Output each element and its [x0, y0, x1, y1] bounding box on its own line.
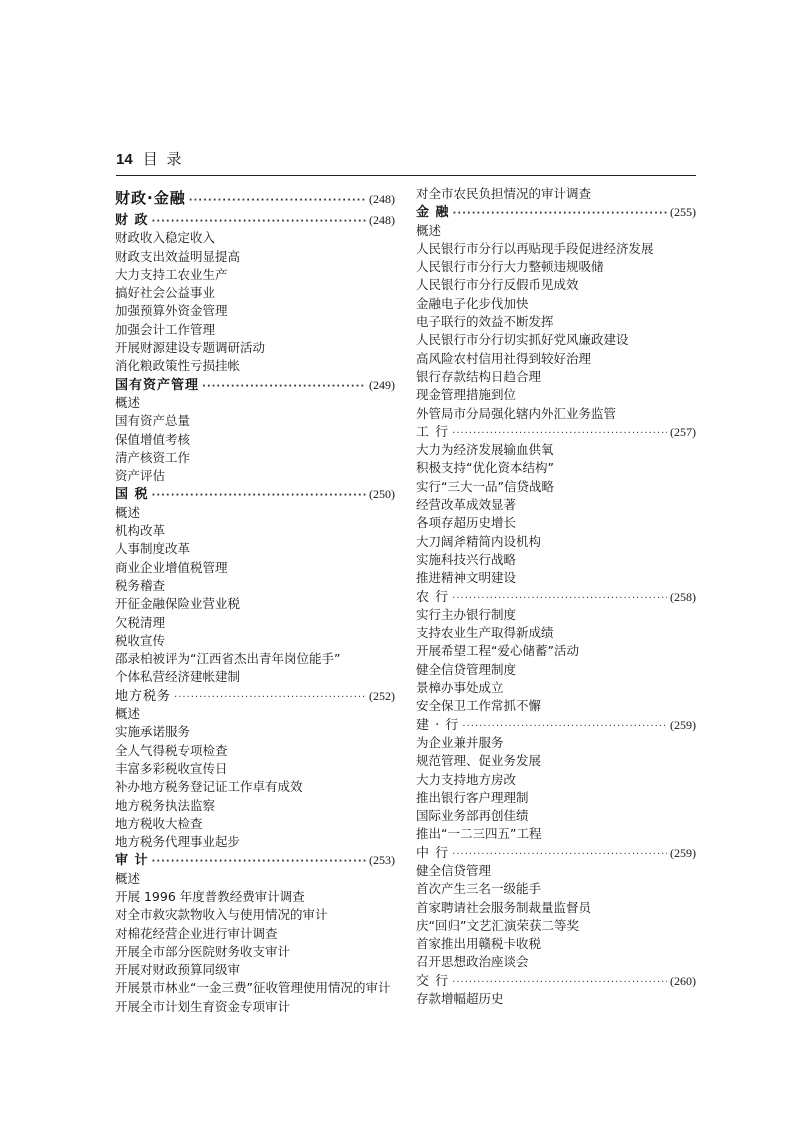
toc-section-heading — [416, 972, 696, 990]
toc-entry: 大力支持工农业生产 — [115, 266, 228, 282]
toc-entry: 保值增值考核 — [115, 431, 191, 447]
toc-section-heading — [115, 851, 395, 869]
toc-entry: 首家聘请社会服务制裁量监督员 — [416, 899, 592, 915]
toc-entry: 各项存超历史增长 — [416, 515, 517, 531]
toc-entry: 健全信贷管理 — [416, 862, 492, 878]
toc-entry: 全人气得税专项检查 — [115, 742, 228, 758]
toc-section-heading — [115, 687, 395, 705]
toc-entry: 对棉花经营企业进行审计调查 — [115, 925, 278, 941]
toc-section-heading — [115, 376, 395, 394]
dot-leader — [452, 590, 667, 606]
toc-entry: 地方税务执法监察 — [115, 797, 216, 813]
dot-leader — [452, 846, 667, 862]
toc-heading-label: 国 税 — [115, 487, 149, 503]
toc-entry: 对全市农民负担情况的审计调查 — [416, 186, 592, 201]
toc-entry: 安全保卫工作常抓不懈 — [416, 698, 542, 714]
toc-page-number: (255) — [670, 205, 696, 220]
toc-heading-label: 工 行 — [416, 424, 450, 440]
toc-heading-label: 金 融 — [416, 205, 450, 221]
toc-heading-label: 建 · 行 — [416, 717, 460, 733]
toc-entry: 现金管理措施到位 — [416, 387, 517, 403]
toc-entry: 实行主办银行制度 — [416, 606, 517, 622]
toc-entry: 开展希望工程“爱心储蓄”活动 — [416, 643, 579, 659]
toc-page-number: (259) — [670, 845, 696, 860]
toc-page-number: (253) — [369, 853, 395, 868]
toc-entry: 财政支出效益明显提高 — [115, 248, 241, 264]
toc-entry: 税收宣传 — [115, 632, 166, 648]
toc-entry: 大刀阔斧精简内设机构 — [416, 533, 542, 549]
toc-entry: 商业企业增值税管理 — [115, 559, 228, 575]
toc-entry: 国际业务部再创佳绩 — [416, 808, 529, 824]
toc-entry: 金融电子化步伐加快 — [416, 295, 529, 311]
page-title: 目 录 — [142, 150, 184, 168]
toc-entry: 银行存款结构日趋合理 — [416, 368, 542, 384]
toc-entry: 清产核资工作 — [115, 449, 191, 465]
dot-leader — [174, 689, 366, 705]
toc-section-heading — [115, 211, 395, 229]
toc-entry: 庆“回归”文艺汇演荣获二等奖 — [416, 917, 579, 933]
toc-entry: 邵录柏被评为“江西省杰出青年岗位能手” — [115, 651, 341, 667]
toc-section-heading — [416, 716, 696, 734]
toc-entry: 概述 — [115, 706, 141, 722]
toc-section-heading — [416, 844, 696, 862]
toc-page-number: (260) — [670, 973, 696, 988]
toc-page-number: (248) — [369, 192, 395, 206]
toc-heading-label: 农 行 — [416, 589, 450, 605]
toc-entry: 大力支持地方房改 — [416, 771, 517, 787]
toc-entry: 概述 — [115, 870, 141, 886]
toc-entry: 存款增幅超历史 — [416, 991, 504, 1007]
toc-entry: 召开思想政治座谈会 — [416, 954, 529, 970]
toc-entry: 人事制度改革 — [115, 541, 191, 557]
toc-entry: 健全信贷管理制度 — [416, 661, 517, 677]
header-rule — [116, 175, 696, 176]
toc-entry: 推进精神文明建设 — [416, 570, 517, 586]
toc-right-column — [416, 185, 696, 1008]
toc-entry: 开展全市计划生育资金专项审计 — [115, 998, 291, 1014]
toc-entry: 经营改革成效显著 — [416, 497, 517, 513]
toc-entry: 实施科技兴行战略 — [416, 551, 517, 567]
toc-entry: 机构改革 — [115, 523, 166, 539]
toc-entry: 消化粮政策性亏损挂帐 — [115, 358, 241, 374]
toc-entry: 外管局市分局强化辖内外汇业务监管 — [416, 405, 617, 421]
toc-entry: 实施承诺服务 — [115, 724, 191, 740]
toc-heading-label: 财政·金融 — [115, 189, 186, 207]
toc-entry: 规范管理、促业务发展 — [416, 753, 542, 769]
toc-page-number: (249) — [369, 377, 395, 392]
toc-entry: 概述 — [115, 394, 141, 410]
toc-entry: 财政收入稳定收入 — [115, 230, 216, 246]
toc-left-column — [115, 185, 395, 1016]
running-header — [116, 148, 183, 169]
toc-entry: 对全市救灾款物收入与使用情况的审计 — [115, 907, 328, 923]
toc-entry: 人民银行市分行以再贴现手段促进经济发展 — [416, 240, 654, 256]
toc-entry: 首次产生三名一级能手 — [416, 881, 542, 897]
dot-leader — [452, 974, 667, 990]
page-number: 14 — [116, 151, 133, 168]
toc-entry: 地方税收大检查 — [115, 815, 203, 831]
toc-entry: 人民银行市分行大力整顿违规吸储 — [416, 259, 604, 275]
dot-leader — [453, 205, 667, 221]
toc-section-heading — [416, 423, 696, 441]
toc-entry: 开展景市林业“一金三费”征收管理使用情况的审计 — [115, 980, 391, 996]
toc-page-number: (257) — [670, 424, 696, 439]
toc-entry: 开展全市部分医院财务收支审计 — [115, 943, 291, 959]
dot-leader — [462, 718, 667, 734]
toc-heading-label: 审 计 — [115, 853, 149, 869]
toc-entry: 大力为经济发展输血供氧 — [416, 442, 554, 458]
toc-entry: 搞好社会公益事业 — [115, 285, 216, 301]
toc-section-heading — [115, 485, 395, 503]
toc-entry: 推出银行客户理理制 — [416, 789, 529, 805]
toc-section-heading — [416, 588, 696, 606]
toc-entry: 补办地方税务登记证工作卓有成效 — [115, 779, 303, 795]
toc-entry: 开展财源建设专题调研活动 — [115, 340, 266, 356]
toc-entry: 加强会计工作管理 — [115, 321, 216, 337]
toc-entry: 人民银行市分行反假币见成效 — [416, 277, 579, 293]
toc-entry: 景樟办事处成立 — [416, 680, 504, 696]
toc-heading-label: 交 行 — [416, 973, 450, 989]
toc-heading-label: 国有资产管理 — [115, 377, 200, 393]
toc-section-heading — [416, 203, 696, 221]
dot-leader — [202, 378, 366, 394]
dot-leader — [152, 213, 366, 229]
toc-entry: 开展对财政预算同级审 — [115, 962, 241, 978]
toc-entry: 欠税清理 — [115, 614, 166, 630]
toc-page-number: (248) — [369, 213, 395, 227]
toc-entry: 电子联行的效益不断发挥 — [416, 314, 554, 330]
toc-entry: 概述 — [416, 222, 442, 238]
toc-page-number: (250) — [369, 487, 395, 502]
toc-page-number: (258) — [670, 589, 696, 604]
toc-page-number: (252) — [369, 688, 395, 703]
toc-heading-label: 中 行 — [416, 845, 450, 861]
toc-entry: 加强预算外资金管理 — [115, 303, 228, 319]
toc-entry: 地方税务代理事业起步 — [115, 834, 241, 850]
dot-leader — [189, 188, 366, 211]
toc-entry: 个体私营经济建帐建制 — [115, 669, 241, 685]
toc-entry: 国有资产总量 — [115, 413, 191, 429]
toc-page-number: (259) — [670, 717, 696, 732]
toc-entry: 税务稽查 — [115, 577, 166, 593]
toc-entry: 丰富多彩税收宣传日 — [115, 760, 228, 776]
toc-entry: 推出“一二三四五”工程 — [416, 826, 542, 842]
toc-entry: 首家推出用赣税卡收税 — [416, 936, 542, 952]
toc-entry: 高风险农村信用社得到较好治理 — [416, 350, 592, 366]
toc-entry: 开征金融保险业营业税 — [115, 596, 241, 612]
dot-leader — [152, 853, 366, 869]
toc-entry: 积极支持“优化资本结构” — [416, 460, 554, 476]
toc-entry: 人民银行市分行切实抓好党风廉政建设 — [416, 332, 629, 348]
toc-chapter-heading — [115, 185, 395, 211]
dot-leader — [452, 425, 667, 441]
toc-entry: 支持农业生产取得新成绩 — [416, 625, 554, 641]
toc-heading-label: 地方税务 — [115, 688, 172, 704]
toc-entry: 实行“三大一品”信贷战略 — [416, 478, 554, 494]
toc-entry: 概述 — [115, 504, 141, 520]
toc-entry: 资产评估 — [115, 468, 166, 484]
dot-leader — [152, 487, 366, 503]
toc-entry: 开展 1996 年度普教经费审计调查 — [115, 888, 305, 904]
toc-entry: 为企业兼并服务 — [416, 734, 504, 750]
toc-heading-label: 财 政 — [115, 213, 149, 228]
